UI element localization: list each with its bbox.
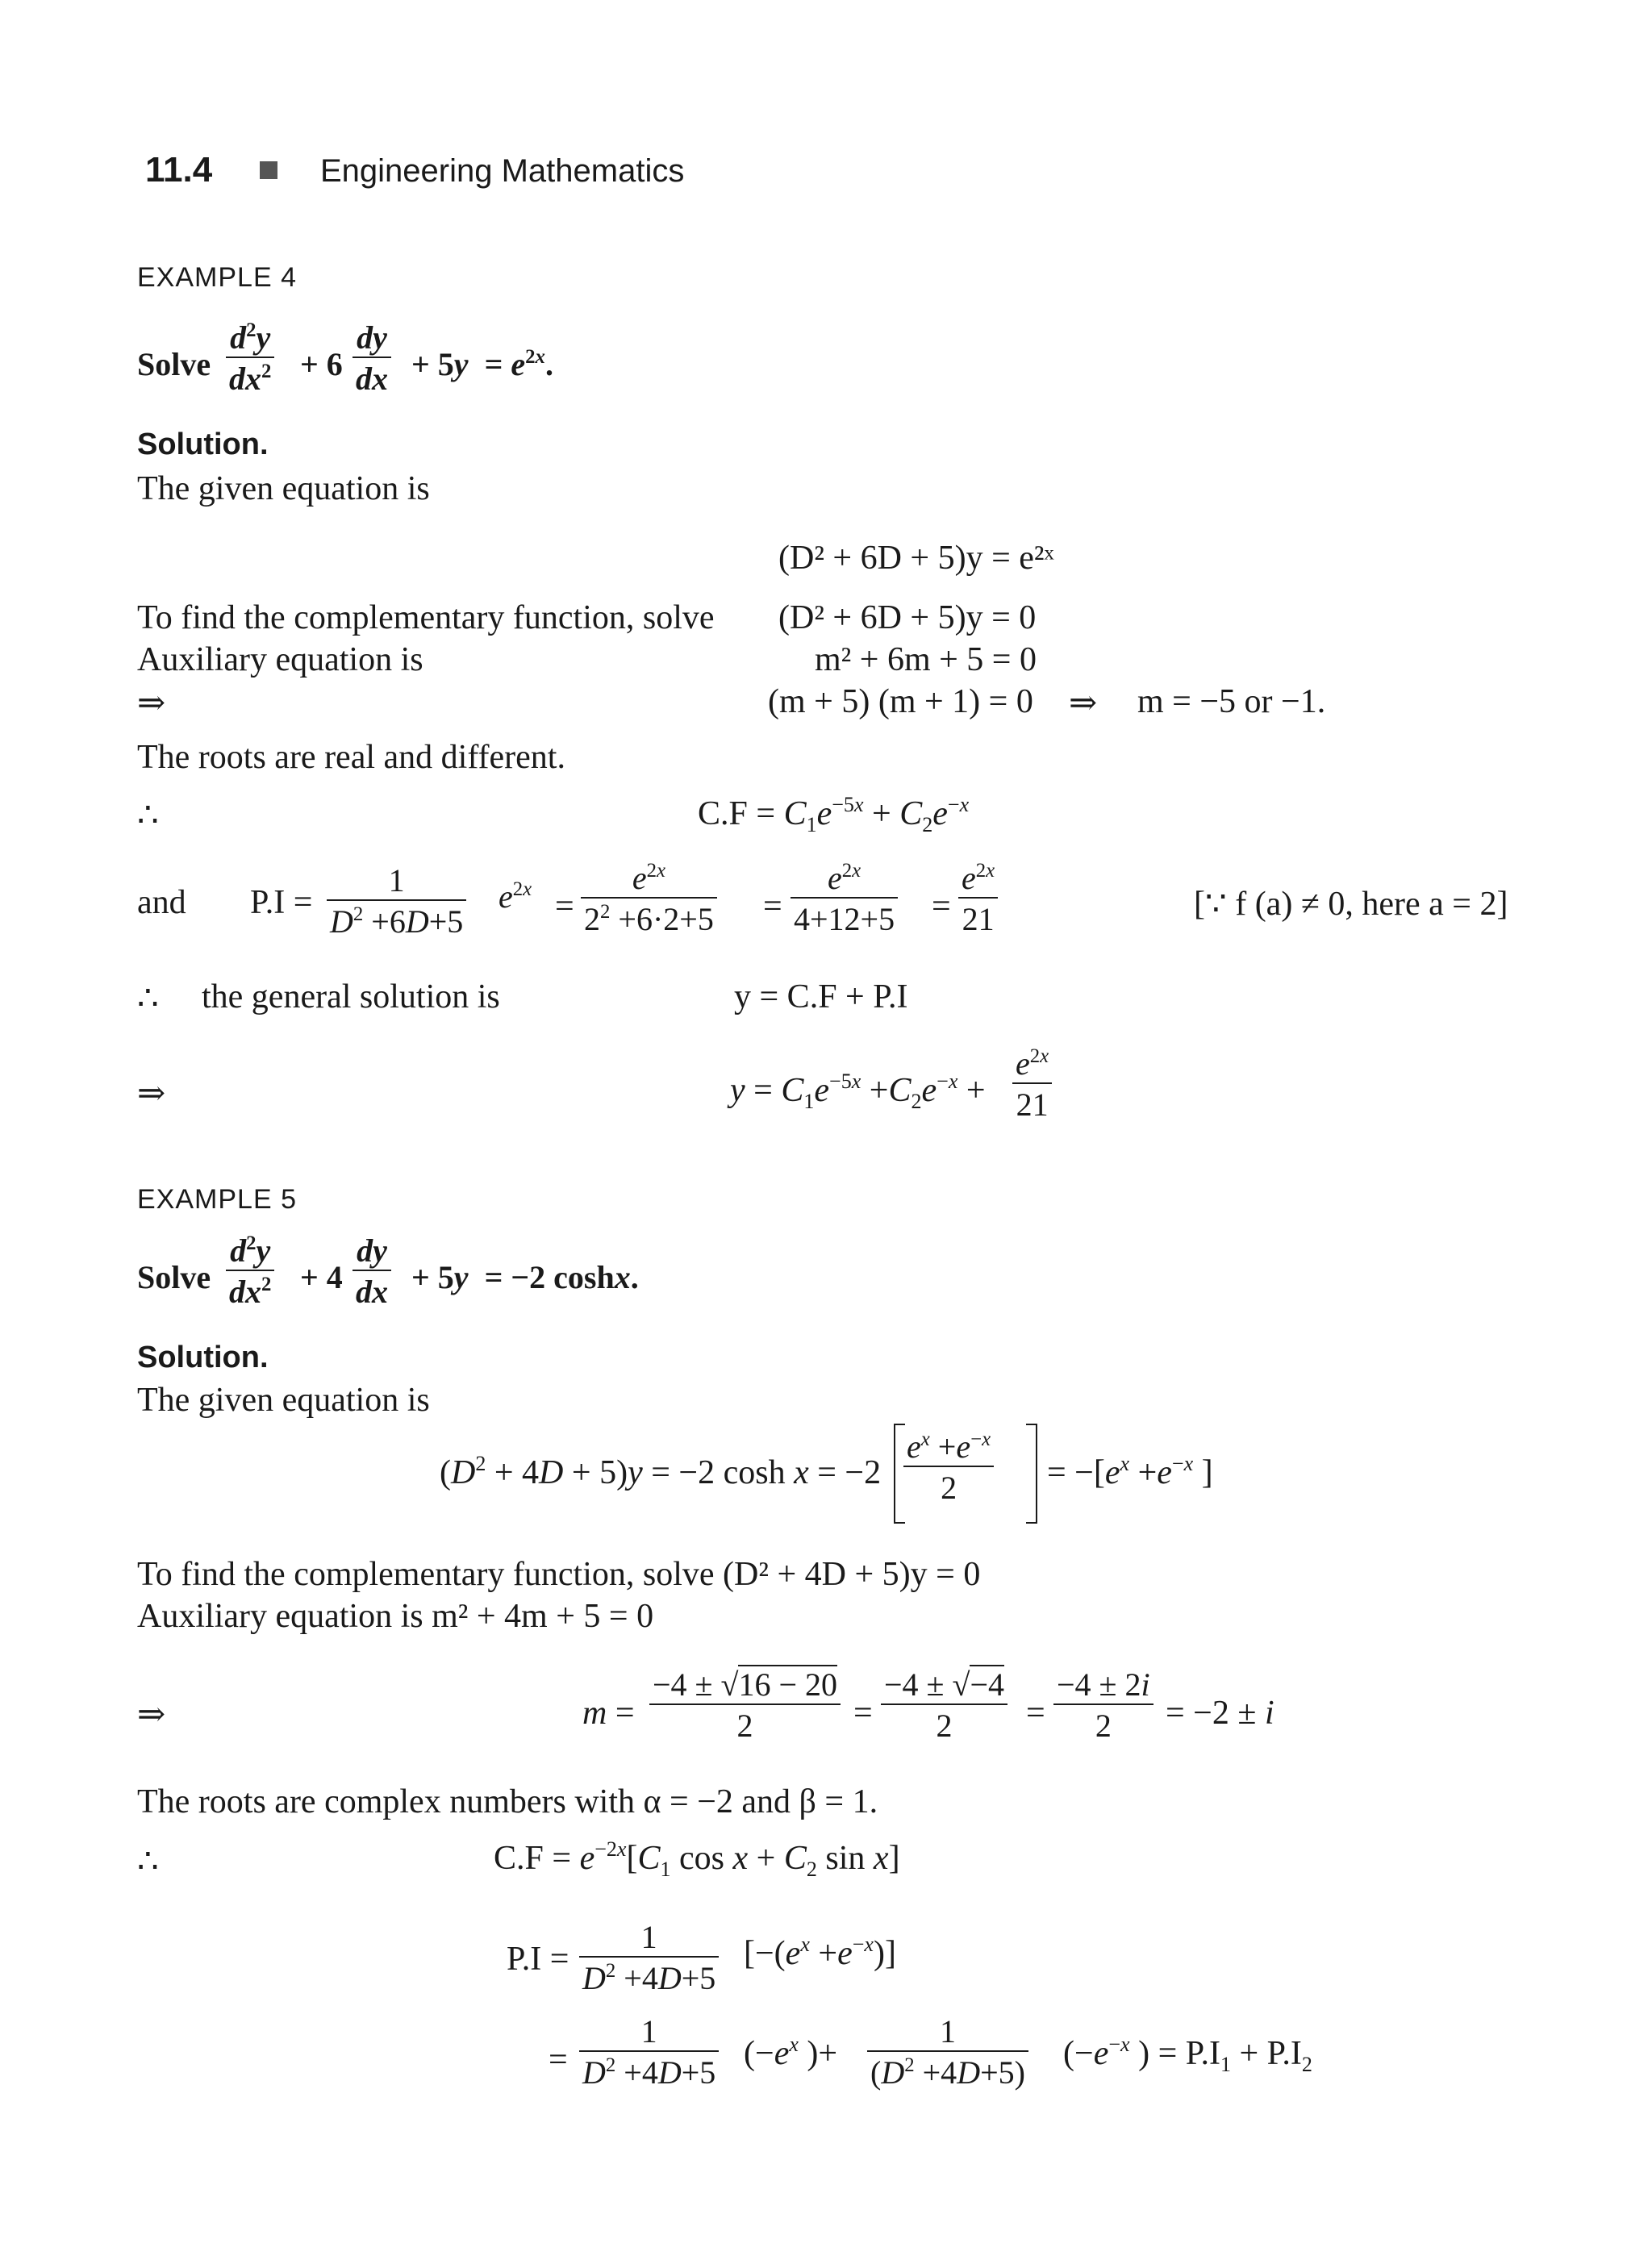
therefore-5: ∴ <box>137 1843 159 1880</box>
eq-aux-4: m² + 6m + 5 = 0 <box>815 641 1037 678</box>
equals-a: = <box>555 888 574 925</box>
cf-result-5: $C.F = e^{-2x}[C_1$ $\cos x + C_2$ sin x] <box>494 1837 900 1882</box>
root-frac-a: $\frac{-4 \pm √16 - 20}{2}$ <box>649 1666 841 1745</box>
plus-six: + 6 <box>300 346 343 382</box>
eq-given-4: (D² + 6D + 5)y = e²ˣ <box>778 540 1054 577</box>
final-frac-4: $\frac{e^{2x}}{21}$ <box>1012 1045 1052 1124</box>
pi-frac-5c: $\frac{1}{(D^2 +4D+5)}$ <box>867 2012 1028 2091</box>
roots-text-5: The roots are complex numbers with α = −2 and β = 1. <box>137 1783 878 1820</box>
m-equals: m = <box>582 1695 635 1732</box>
pi-frac-4b: $\frac{e^{2x}}{2^2 +6\cdot 2+5}$ <box>581 859 717 938</box>
eq-factor-4: (m + 5) (m + 1) = 0 <box>768 683 1033 720</box>
root-frac-b: $\frac{-4 \pm √-4}{2}$ <box>881 1666 1007 1745</box>
therefore-4a: ∴ <box>137 797 159 834</box>
cf-text-4: To find the complementary function, solve <box>137 599 715 636</box>
pi-note-4: [∵ f (a) ≠ 0, here a = 2] <box>1194 886 1508 923</box>
root-frac-c: $\frac{-4 \pm 2i}{2}$ <box>1053 1666 1153 1745</box>
equals-pi-5: = <box>549 2041 568 2079</box>
eq-cf-4: (D² + 6D + 5)y = 0 <box>778 599 1037 636</box>
root-result: = −2 ± i <box>1166 1695 1274 1732</box>
dy-dx-fraction-5: $\frac{dy}{dx}$ <box>353 1232 391 1311</box>
given-text-4: The given equation is <box>137 470 430 507</box>
pi-frac-4c: $\frac{e^{2x}}{4+12+5}$ <box>791 859 898 938</box>
implies-4a: ⇒ <box>137 685 166 722</box>
and-word: and <box>137 884 186 921</box>
equals-r1: = <box>853 1695 873 1732</box>
cosh-frac: $\frac{e^x +e^{-x}}{2}$ <box>903 1428 994 1507</box>
eq-general-4: y = C.F + P.I <box>734 978 908 1015</box>
d2y-dx2-fraction: $\frac{d^2y}{dx^2}$ <box>226 319 274 398</box>
aux-text-4: Auxiliary equation is <box>137 641 423 678</box>
roots-text-4: The roots are real and different. <box>137 739 565 776</box>
equals-b: = <box>763 888 782 925</box>
pi-bracket-5: $[-(e^x +e^{-x})]$ <box>744 1933 896 1972</box>
solution-label-4: Solution. <box>137 427 269 461</box>
header-square-icon <box>260 161 277 179</box>
therefore-4b: ∴ <box>137 980 159 1017</box>
cf-text-5: To find the complementary function, solve (D² + 4D + 5)y = 0 <box>137 1556 981 1593</box>
final-solution-4: $y = C_1e^{-5x} +C_2e^{-x}$ + <box>730 1070 986 1114</box>
equals-c: = <box>932 888 951 925</box>
solve-word-5: Solve <box>137 1259 211 1295</box>
aux-text-5: Auxiliary equation is m² + 4m + 5 = 0 <box>137 1598 654 1635</box>
implies-4b: ⇒ <box>1069 685 1098 722</box>
plus-four: + 4 <box>300 1259 343 1295</box>
example-4-label: EXAMPLE 4 <box>137 262 297 293</box>
e2x-factor: $e^{2x}$ <box>499 878 532 915</box>
pi-frac-5a: $\frac{1}{D^2 +4D+5}$ <box>579 1918 719 1997</box>
pi-frac-4d: $\frac{e^{2x}}{21}$ <box>958 859 998 938</box>
right-square-bracket <box>1026 1424 1037 1524</box>
rhs: + $5y = e^{2x}$. <box>411 346 553 382</box>
solve-word: Solve <box>137 346 211 382</box>
pi-term-5b: ($-e^x$ )+ <box>744 2033 838 2072</box>
implies-5: ⇒ <box>137 1696 166 1733</box>
book-title: Engineering Mathematics <box>320 153 685 189</box>
pi-label-5: P.I = <box>507 1941 569 1978</box>
implies-4c: ⇒ <box>137 1075 166 1112</box>
pi-label-4: P.I = <box>250 884 313 921</box>
cf-result-4: $C.F = C_1e^{-5x} + C_2e^{-x}$ <box>698 793 970 837</box>
dy-dx-fraction: $\frac{dy}{dx}$ <box>353 319 391 398</box>
pi-term-5c: ($-e^{-x}$ ) = $P.I_1 + P.I_2$ <box>1063 2033 1312 2077</box>
d2y-dx2-fraction-5: $\frac{d^2y}{dx^2}$ <box>226 1232 274 1311</box>
eq-roots-4: m = −5 or −1. <box>1137 683 1326 720</box>
pi-frac-5b: $\frac{1}{D^2 +4D+5}$ <box>579 2012 719 2091</box>
rhs-5: + 5y = −2 coshx. <box>411 1259 639 1295</box>
solution-label-5: Solution. <box>137 1341 269 1374</box>
page-number: 11.4 <box>145 150 213 190</box>
equals-r2: = <box>1026 1695 1045 1732</box>
general-text-4: the general solution is <box>202 978 500 1015</box>
example-5-label: EXAMPLE 5 <box>137 1184 297 1215</box>
eq-given-5: $(D^2 + 4D + 5)y = -2$ cosh x = −2 <box>440 1452 882 1491</box>
given-text-5: The given equation is <box>137 1382 430 1419</box>
pi-frac-4a: $\frac{1}{D^2 +6D+5}$ <box>327 861 466 940</box>
eq-given-5-rhs: = $-[e^x +e^{-x}$ ] <box>1047 1452 1213 1491</box>
